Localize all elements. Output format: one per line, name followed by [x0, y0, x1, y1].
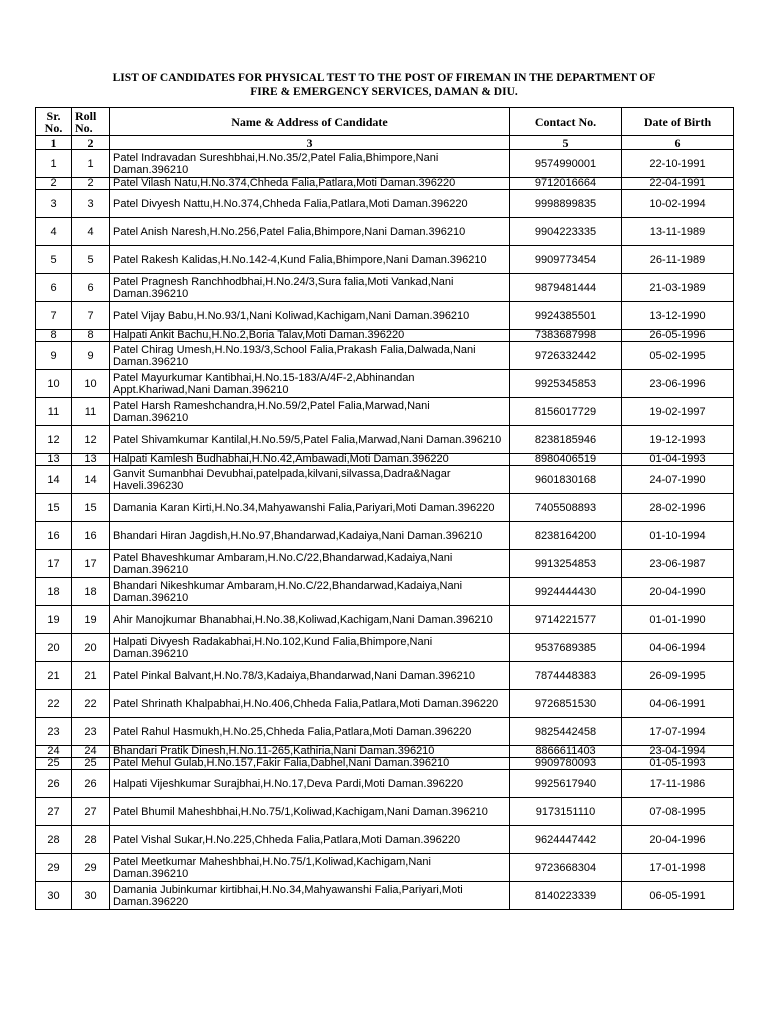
- table-row: [36, 274, 734, 302]
- contact-no-cell: 9726332442: [510, 342, 622, 370]
- roll-no-cell: 24: [72, 746, 110, 758]
- table-row: [36, 398, 734, 426]
- contact-no-cell: 9723668304: [510, 854, 622, 882]
- roll-no-cell: 2: [72, 178, 110, 190]
- document-title-line-1: LIST OF CANDIDATES FOR PHYSICAL TEST TO THE POST OF FIREMAN IN THE DEPARTMENT OF: [112, 72, 656, 84]
- table-row: [36, 246, 734, 274]
- table-row: [36, 330, 734, 342]
- roll-no-cell: 22: [72, 690, 110, 718]
- table-row: [36, 746, 734, 758]
- date-of-birth-cell: 01-05-1993: [622, 758, 734, 770]
- date-of-birth-cell: 20-04-1996: [622, 826, 734, 854]
- sr-no-cell: 9: [36, 342, 72, 370]
- name-address-cell: Ganvit Sumanbhai Devubhai,patelpada,kilvani,silvassa,Dadra&Nagar Haveli.396230: [110, 466, 510, 494]
- table-row: [36, 302, 734, 330]
- roll-no-cell: 6: [72, 274, 110, 302]
- contact-no-cell: 9726851530: [510, 690, 622, 718]
- contact-no-cell: 9173151110: [510, 798, 622, 826]
- sr-no-cell: 8: [36, 330, 72, 342]
- sr-no-cell: 26: [36, 770, 72, 798]
- name-address-cell: Halpati Ankit Bachu,H.No.2,Boria Talav,Moti Daman.396220: [110, 330, 510, 342]
- roll-no-cell: 30: [72, 882, 110, 910]
- contact-no-cell: 9601830168: [510, 466, 622, 494]
- name-address-cell: Patel Mayurkumar Kantibhai,H.No.15-183/A/4F-2,Abhinandan Appt.Khariwad,Nani Daman.396210: [110, 370, 510, 398]
- table-row: [36, 798, 734, 826]
- name-address-cell: Damania Jubinkumar kirtibhai,H.No.34,Mahyawanshi Falia,Pariyari,Moti Daman.396220: [110, 882, 510, 910]
- sr-no-cell: 19: [36, 606, 72, 634]
- contact-no-cell: 9825442458: [510, 718, 622, 746]
- sr-no-cell: 30: [36, 882, 72, 910]
- contact-no-cell: 8980406519: [510, 454, 622, 466]
- table-header-row: [36, 108, 734, 136]
- table-row: [36, 662, 734, 690]
- header-date-of-birth: Date of Birth: [622, 108, 734, 136]
- date-of-birth-cell: 05-02-1995: [622, 342, 734, 370]
- name-address-cell: Patel Rahul Hasmukh,H.No.25,Chheda Falia,Patlara,Moti Daman.396220: [110, 718, 510, 746]
- date-of-birth-cell: 17-11-1986: [622, 770, 734, 798]
- contact-no-cell: 7874448383: [510, 662, 622, 690]
- sr-no-cell: 18: [36, 578, 72, 606]
- table-row: [36, 758, 734, 770]
- column-number: 1: [36, 136, 72, 150]
- column-number: 5: [510, 136, 622, 150]
- roll-no-cell: 5: [72, 246, 110, 274]
- contact-no-cell: 8238164200: [510, 522, 622, 550]
- roll-no-cell: 29: [72, 854, 110, 882]
- contact-no-cell: 9925617940: [510, 770, 622, 798]
- name-address-cell: Patel Vishal Sukar,H.No.225,Chheda Falia,Patlara,Moti Daman.396220: [110, 826, 510, 854]
- date-of-birth-cell: 10-02-1994: [622, 190, 734, 218]
- roll-no-cell: 26: [72, 770, 110, 798]
- date-of-birth-cell: 13-11-1989: [622, 218, 734, 246]
- header-name-address: Name & Address of Candidate: [110, 108, 510, 136]
- date-of-birth-cell: 13-12-1990: [622, 302, 734, 330]
- roll-no-cell: 9: [72, 342, 110, 370]
- date-of-birth-cell: 23-04-1994: [622, 746, 734, 758]
- date-of-birth-cell: 01-01-1990: [622, 606, 734, 634]
- sr-no-cell: 11: [36, 398, 72, 426]
- roll-no-cell: 3: [72, 190, 110, 218]
- name-address-cell: Patel Anish Naresh,H.No.256,Patel Falia,Bhimpore,Nani Daman.396210: [110, 218, 510, 246]
- table-column-number-row: [36, 136, 734, 150]
- name-address-cell: Halpati Vijeshkumar Surajbhai,H.No.17,Deva Pardi,Moti Daman.396220: [110, 770, 510, 798]
- table-row: [36, 454, 734, 466]
- contact-no-cell: 9909773454: [510, 246, 622, 274]
- sr-no-cell: 13: [36, 454, 72, 466]
- sr-no-cell: 10: [36, 370, 72, 398]
- contact-no-cell: 9574990001: [510, 150, 622, 178]
- name-address-cell: Patel Chirag Umesh,H.No.193/3,School Falia,Prakash Falia,Dalwada,Nani Daman.396210: [110, 342, 510, 370]
- sr-no-cell: 27: [36, 798, 72, 826]
- roll-no-cell: 23: [72, 718, 110, 746]
- sr-no-cell: 4: [36, 218, 72, 246]
- table-row: [36, 522, 734, 550]
- roll-no-cell: 1: [72, 150, 110, 178]
- contact-no-cell: 9909780093: [510, 758, 622, 770]
- date-of-birth-cell: 17-01-1998: [622, 854, 734, 882]
- name-address-cell: Patel Pragnesh Ranchhodbhai,H.No.24/3,Sura falia,Moti Vankad,Nani Daman.396210: [110, 274, 510, 302]
- date-of-birth-cell: 21-03-1989: [622, 274, 734, 302]
- table-row: [36, 606, 734, 634]
- roll-no-cell: 28: [72, 826, 110, 854]
- name-address-cell: Patel Mehul Gulab,H.No.157,Fakir Falia,Dabhel,Nani Daman.396210: [110, 758, 510, 770]
- sr-no-cell: 2: [36, 178, 72, 190]
- name-address-cell: Patel Rakesh Kalidas,H.No.142-4,Kund Falia,Bhimpore,Nani Daman.396210: [110, 246, 510, 274]
- sr-no-cell: 14: [36, 466, 72, 494]
- column-number: 6: [622, 136, 734, 150]
- roll-no-cell: 14: [72, 466, 110, 494]
- roll-no-cell: 15: [72, 494, 110, 522]
- date-of-birth-cell: 24-07-1990: [622, 466, 734, 494]
- date-of-birth-cell: 01-10-1994: [622, 522, 734, 550]
- name-address-cell: Damania Karan Kirti,H.No.34,Mahyawanshi Falia,Pariyari,Moti Daman.396220: [110, 494, 510, 522]
- table-row: [36, 770, 734, 798]
- name-address-cell: Patel Shivamkumar Kantilal,H.No.59/5,Patel Falia,Marwad,Nani Daman.396210: [110, 426, 510, 454]
- contact-no-cell: 9712016664: [510, 178, 622, 190]
- contact-no-cell: 7405508893: [510, 494, 622, 522]
- sr-no-cell: 15: [36, 494, 72, 522]
- column-number: 3: [110, 136, 510, 150]
- date-of-birth-cell: 28-02-1996: [622, 494, 734, 522]
- name-address-cell: Patel Vilash Natu,H.No.374,Chheda Falia,Patlara,Moti Daman.396220: [110, 178, 510, 190]
- name-address-cell: Patel Bhaveshkumar Ambaram,H.No.C/22,Bhandarwad,Kadaiya,Nani Daman.396210: [110, 550, 510, 578]
- sr-no-cell: 5: [36, 246, 72, 274]
- table-row: [36, 718, 734, 746]
- header-roll-no: Roll No.: [72, 108, 110, 136]
- contact-no-cell: 9879481444: [510, 274, 622, 302]
- name-address-cell: Patel Divyesh Nattu,H.No.374,Chheda Falia,Patlara,Moti Daman.396220: [110, 190, 510, 218]
- table-row: [36, 218, 734, 246]
- table-row: [36, 634, 734, 662]
- document-title-line-2: FIRE & EMERGENCY SERVICES, DAMAN & DIU.: [250, 86, 518, 98]
- roll-no-cell: 21: [72, 662, 110, 690]
- roll-no-cell: 7: [72, 302, 110, 330]
- sr-no-cell: 28: [36, 826, 72, 854]
- name-address-cell: Patel Indravadan Sureshbhai,H.No.35/2,Patel Falia,Bhimpore,Nani Daman.396210: [110, 150, 510, 178]
- roll-no-cell: 25: [72, 758, 110, 770]
- date-of-birth-cell: 22-04-1991: [622, 178, 734, 190]
- date-of-birth-cell: 01-04-1993: [622, 454, 734, 466]
- sr-no-cell: 23: [36, 718, 72, 746]
- contact-no-cell: 9904223335: [510, 218, 622, 246]
- table-row: [36, 370, 734, 398]
- sr-no-cell: 1: [36, 150, 72, 178]
- table-row: [36, 550, 734, 578]
- roll-no-cell: 20: [72, 634, 110, 662]
- date-of-birth-cell: 04-06-1994: [622, 634, 734, 662]
- roll-no-cell: 8: [72, 330, 110, 342]
- roll-no-cell: 16: [72, 522, 110, 550]
- header-sr-no: Sr. No.: [36, 108, 72, 136]
- date-of-birth-cell: 04-06-1991: [622, 690, 734, 718]
- sr-no-cell: 21: [36, 662, 72, 690]
- contact-no-cell: 9998899835: [510, 190, 622, 218]
- table-row: [36, 190, 734, 218]
- roll-no-cell: 13: [72, 454, 110, 466]
- table-row: [36, 178, 734, 190]
- roll-no-cell: 4: [72, 218, 110, 246]
- contact-no-cell: 9624447442: [510, 826, 622, 854]
- table-row: [36, 578, 734, 606]
- table-row: [36, 150, 734, 178]
- column-number: 2: [72, 136, 110, 150]
- contact-no-cell: 8140223339: [510, 882, 622, 910]
- sr-no-cell: 17: [36, 550, 72, 578]
- contact-no-cell: 7383687998: [510, 330, 622, 342]
- table-row: [36, 342, 734, 370]
- sr-no-cell: 3: [36, 190, 72, 218]
- sr-no-cell: 22: [36, 690, 72, 718]
- table-row: [36, 494, 734, 522]
- roll-no-cell: 11: [72, 398, 110, 426]
- date-of-birth-cell: 23-06-1996: [622, 370, 734, 398]
- name-address-cell: Halpati Kamlesh Budhabhai,H.No.42,Ambawadi,Moti Daman.396220: [110, 454, 510, 466]
- roll-no-cell: 17: [72, 550, 110, 578]
- roll-no-cell: 12: [72, 426, 110, 454]
- name-address-cell: Bhandari Hiran Jagdish,H.No.97,Bhandarwad,Kadaiya,Nani Daman.396210: [110, 522, 510, 550]
- name-address-cell: Patel Bhumil Maheshbhai,H.No.75/1,Koliwad,Kachigam,Nani Daman.396210: [110, 798, 510, 826]
- date-of-birth-cell: 20-04-1990: [622, 578, 734, 606]
- sr-no-cell: 16: [36, 522, 72, 550]
- name-address-cell: Patel Harsh Rameshchandra,H.No.59/2,Patel Falia,Marwad,Nani Daman.396210: [110, 398, 510, 426]
- contact-no-cell: 8866611403: [510, 746, 622, 758]
- date-of-birth-cell: 26-09-1995: [622, 662, 734, 690]
- date-of-birth-cell: 19-12-1993: [622, 426, 734, 454]
- name-address-cell: Patel Meetkumar Maheshbhai,H.No.75/1,Koliwad,Kachigam,Nani Daman.396210: [110, 854, 510, 882]
- table-row: [36, 466, 734, 494]
- name-address-cell: Patel Pinkal Balvant,H.No.78/3,Kadaiya,Bhandarwad,Nani Daman.396210: [110, 662, 510, 690]
- table-row: [36, 426, 734, 454]
- roll-no-cell: 10: [72, 370, 110, 398]
- date-of-birth-cell: 26-05-1996: [622, 330, 734, 342]
- date-of-birth-cell: 23-06-1987: [622, 550, 734, 578]
- date-of-birth-cell: 17-07-1994: [622, 718, 734, 746]
- sr-no-cell: 29: [36, 854, 72, 882]
- date-of-birth-cell: 06-05-1991: [622, 882, 734, 910]
- contact-no-cell: 9924444430: [510, 578, 622, 606]
- date-of-birth-cell: 26-11-1989: [622, 246, 734, 274]
- contact-no-cell: 9924385501: [510, 302, 622, 330]
- sr-no-cell: 24: [36, 746, 72, 758]
- sr-no-cell: 6: [36, 274, 72, 302]
- sr-no-cell: 12: [36, 426, 72, 454]
- contact-no-cell: 8238185946: [510, 426, 622, 454]
- sr-no-cell: 25: [36, 758, 72, 770]
- contact-no-cell: 8156017729: [510, 398, 622, 426]
- name-address-cell: Bhandari Pratik Dinesh,H.No.11-265,Kathiria,Nani Daman.396210: [110, 746, 510, 758]
- name-address-cell: Ahir Manojkumar Bhanabhai,H.No.38,Koliwad,Kachigam,Nani Daman.396210: [110, 606, 510, 634]
- date-of-birth-cell: 22-10-1991: [622, 150, 734, 178]
- roll-no-cell: 18: [72, 578, 110, 606]
- name-address-cell: Patel Shrinath Khalpabhai,H.No.406,Chheda Falia,Patlara,Moti Daman.396220: [110, 690, 510, 718]
- date-of-birth-cell: 19-02-1997: [622, 398, 734, 426]
- contact-no-cell: 9714221577: [510, 606, 622, 634]
- table-row: [36, 826, 734, 854]
- roll-no-cell: 19: [72, 606, 110, 634]
- name-address-cell: Bhandari Nikeshkumar Ambaram,H.No.C/22,Bhandarwad,Kadaiya,Nani Daman.396210: [110, 578, 510, 606]
- sr-no-cell: 7: [36, 302, 72, 330]
- date-of-birth-cell: 07-08-1995: [622, 798, 734, 826]
- table-row: [36, 854, 734, 882]
- table-row: [36, 690, 734, 718]
- header-contact-no: Contact No.: [510, 108, 622, 136]
- contact-no-cell: 9537689385: [510, 634, 622, 662]
- name-address-cell: Halpati Divyesh Radakabhai,H.No.102,Kund Falia,Bhimpore,Nani Daman.396210: [110, 634, 510, 662]
- contact-no-cell: 9925345853: [510, 370, 622, 398]
- roll-no-cell: 27: [72, 798, 110, 826]
- table-row: [36, 882, 734, 910]
- candidates-table: [35, 107, 734, 910]
- sr-no-cell: 20: [36, 634, 72, 662]
- contact-no-cell: 9913254853: [510, 550, 622, 578]
- name-address-cell: Patel Vijay Babu,H.No.93/1,Nani Koliwad,Kachigam,Nani Daman.396210: [110, 302, 510, 330]
